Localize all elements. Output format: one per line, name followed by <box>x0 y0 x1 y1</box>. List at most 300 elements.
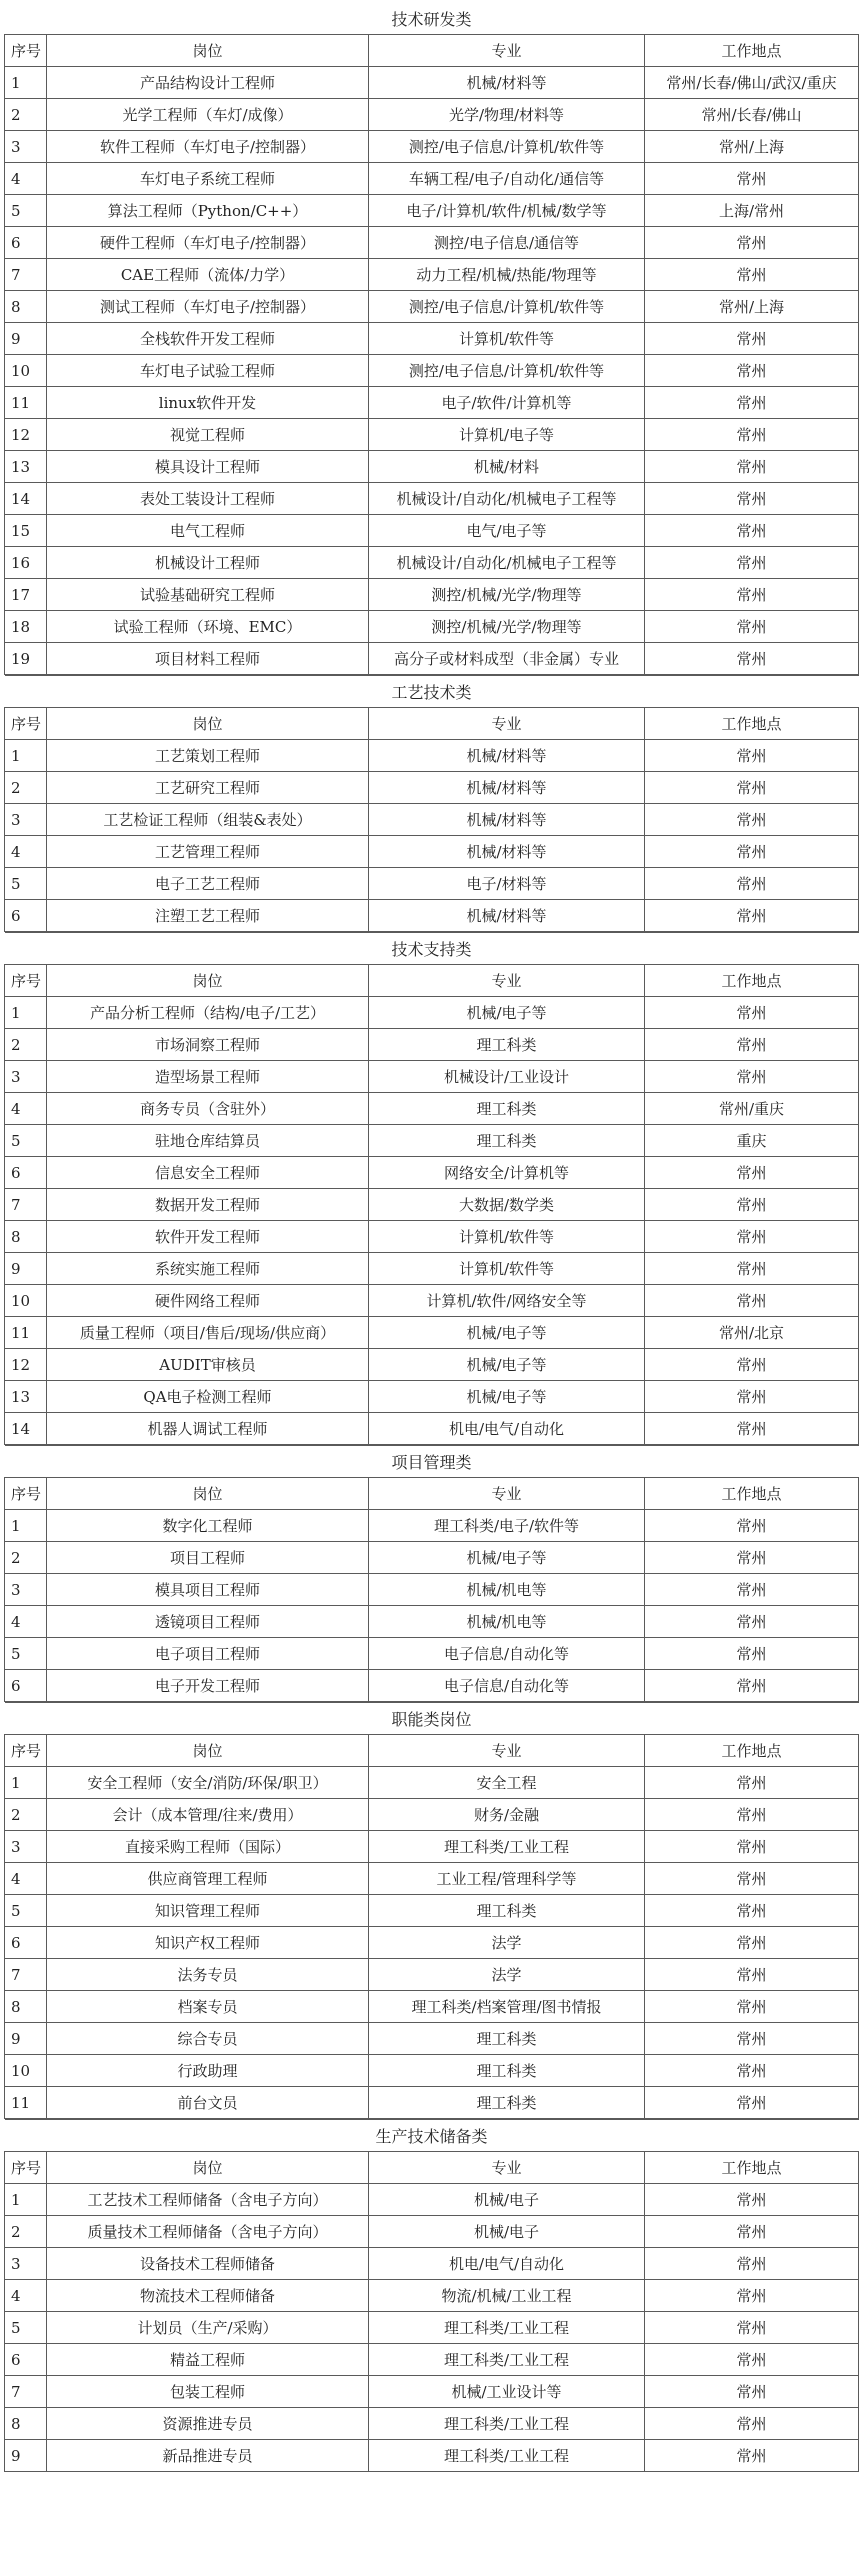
row-location: 常州 <box>645 1574 859 1606</box>
row-index: 8 <box>5 291 47 323</box>
row-index: 1 <box>5 2184 47 2216</box>
row-index: 6 <box>5 1157 47 1189</box>
row-position: 产品结构设计工程师 <box>47 67 369 99</box>
row-major: 理工科类/工业工程 <box>369 2312 645 2344</box>
row-location: 常州 <box>645 643 859 675</box>
row-major: 理工科类 <box>369 2023 645 2055</box>
table-row <box>5 355 859 387</box>
row-major: 理工科类/工业工程 <box>369 2408 645 2440</box>
table-row <box>5 131 859 163</box>
header-index: 序号 <box>5 1735 47 1767</box>
table-row <box>5 1349 859 1381</box>
row-major: 计算机/软件等 <box>369 323 645 355</box>
header-index: 序号 <box>5 708 47 740</box>
row-major: 机械/机电等 <box>369 1606 645 1638</box>
row-index: 15 <box>5 515 47 547</box>
table-row <box>5 291 859 323</box>
row-major: 理工科类/工业工程 <box>369 1831 645 1863</box>
row-location: 常州 <box>645 1959 859 1991</box>
row-position: 行政助理 <box>47 2055 369 2087</box>
row-major: 网络安全/计算机等 <box>369 1157 645 1189</box>
table-row <box>5 99 859 131</box>
row-position: 机械设计工程师 <box>47 547 369 579</box>
row-index: 3 <box>5 2248 47 2280</box>
row-position: 视觉工程师 <box>47 419 369 451</box>
row-index: 17 <box>5 579 47 611</box>
row-index: 9 <box>5 2023 47 2055</box>
header-index: 序号 <box>5 35 47 67</box>
row-major: 安全工程 <box>369 1767 645 1799</box>
row-position: 新品推进专员 <box>47 2440 369 2472</box>
table-row <box>5 1029 859 1061</box>
section-title-row <box>5 1446 859 1478</box>
row-index: 8 <box>5 1991 47 2023</box>
row-location: 常州 <box>645 2344 859 2376</box>
table-row <box>5 387 859 419</box>
table-row <box>5 1831 859 1863</box>
job-table-sheet <box>4 3 858 2472</box>
section-title: 技术研发类 <box>5 3 859 35</box>
row-index: 3 <box>5 804 47 836</box>
header-position: 岗位 <box>47 35 369 67</box>
table-row <box>5 2216 859 2248</box>
row-location: 常州 <box>645 2023 859 2055</box>
row-position: 资源推进专员 <box>47 2408 369 2440</box>
row-location: 常州 <box>645 2184 859 2216</box>
section-table <box>4 1445 859 1702</box>
row-position: 知识产权工程师 <box>47 1927 369 1959</box>
section-table <box>4 1702 859 2119</box>
row-major: 测控/电子信息/计算机/软件等 <box>369 291 645 323</box>
table-row <box>5 1542 859 1574</box>
table-row <box>5 2023 859 2055</box>
row-index: 2 <box>5 99 47 131</box>
row-major: 机械/电子 <box>369 2216 645 2248</box>
row-position: 全栈软件开发工程师 <box>47 323 369 355</box>
row-major: 机械设计/自动化/机械电子工程等 <box>369 483 645 515</box>
row-major: 机械/机电等 <box>369 1574 645 1606</box>
row-index: 5 <box>5 195 47 227</box>
row-location: 常州 <box>645 997 859 1029</box>
table-row <box>5 515 859 547</box>
row-position: 硬件工程师（车灯电子/控制器） <box>47 227 369 259</box>
table-row <box>5 1991 859 2023</box>
row-position: 透镜项目工程师 <box>47 1606 369 1638</box>
row-location: 常州 <box>645 772 859 804</box>
row-location: 常州 <box>645 611 859 643</box>
row-location: 常州 <box>645 1381 859 1413</box>
row-index: 10 <box>5 1285 47 1317</box>
row-index: 1 <box>5 997 47 1029</box>
row-location: 常州 <box>645 1895 859 1927</box>
row-index: 6 <box>5 900 47 932</box>
row-major: 理工科类/工业工程 <box>369 2344 645 2376</box>
section-title: 职能类岗位 <box>5 1703 859 1735</box>
row-major: 电子信息/自动化等 <box>369 1670 645 1702</box>
row-position: 驻地仓库结算员 <box>47 1125 369 1157</box>
row-major: 理工科类 <box>369 1125 645 1157</box>
row-position: 工艺技术工程师储备（含电子方向） <box>47 2184 369 2216</box>
section-title: 工艺技术类 <box>5 676 859 708</box>
row-major: 理工科类/档案管理/图书情报 <box>369 1991 645 2023</box>
section-table <box>4 2119 859 2472</box>
row-major: 电子/计算机/软件/机械/数学等 <box>369 195 645 227</box>
row-position: 安全工程师（安全/消防/环保/职卫） <box>47 1767 369 1799</box>
row-location: 常州 <box>645 868 859 900</box>
row-major: 车辆工程/电子/自动化/通信等 <box>369 163 645 195</box>
row-major: 电子/软件/计算机等 <box>369 387 645 419</box>
row-location: 常州 <box>645 227 859 259</box>
row-position: 项目工程师 <box>47 1542 369 1574</box>
row-location: 常州 <box>645 2376 859 2408</box>
row-index: 1 <box>5 740 47 772</box>
row-position: CAE工程师（流体/力学） <box>47 259 369 291</box>
row-index: 3 <box>5 1574 47 1606</box>
row-major: 机械/材料等 <box>369 772 645 804</box>
row-location: 常州 <box>645 451 859 483</box>
row-position: 表处工装设计工程师 <box>47 483 369 515</box>
row-position: 试验工程师（环境、EMC） <box>47 611 369 643</box>
row-position: 综合专员 <box>47 2023 369 2055</box>
header-position: 岗位 <box>47 965 369 997</box>
row-major: 机械/工业设计等 <box>369 2376 645 2408</box>
table-row <box>5 483 859 515</box>
header-row <box>5 708 859 740</box>
row-position: 信息安全工程师 <box>47 1157 369 1189</box>
row-index: 7 <box>5 2376 47 2408</box>
table-row <box>5 2376 859 2408</box>
header-index: 序号 <box>5 965 47 997</box>
row-location: 常州 <box>645 1670 859 1702</box>
row-position: 项目材料工程师 <box>47 643 369 675</box>
table-row <box>5 1413 859 1445</box>
row-position: 机器人调试工程师 <box>47 1413 369 1445</box>
row-position: 档案专员 <box>47 1991 369 2023</box>
row-index: 5 <box>5 1125 47 1157</box>
row-major: 理工科类/电子/软件等 <box>369 1510 645 1542</box>
header-row <box>5 1478 859 1510</box>
row-index: 14 <box>5 483 47 515</box>
table-row <box>5 1606 859 1638</box>
row-position: 商务专员（含驻外） <box>47 1093 369 1125</box>
row-position: 测试工程师（车灯电子/控制器） <box>47 291 369 323</box>
row-index: 14 <box>5 1413 47 1445</box>
row-location: 常州 <box>645 2087 859 2119</box>
row-index: 6 <box>5 1670 47 1702</box>
row-major: 机械设计/工业设计 <box>369 1061 645 1093</box>
row-position: 电子开发工程师 <box>47 1670 369 1702</box>
table-row <box>5 67 859 99</box>
table-row <box>5 1574 859 1606</box>
row-major: 机械/电子等 <box>369 997 645 1029</box>
table-row <box>5 1927 859 1959</box>
row-location: 常州 <box>645 2280 859 2312</box>
row-position: 会计（成本管理/往来/费用） <box>47 1799 369 1831</box>
table-row <box>5 2248 859 2280</box>
row-index: 6 <box>5 227 47 259</box>
row-major: 测控/机械/光学/物理等 <box>369 579 645 611</box>
row-major: 机械/电子等 <box>369 1542 645 1574</box>
table-row <box>5 1157 859 1189</box>
row-location: 常州 <box>645 547 859 579</box>
row-position: 车灯电子试验工程师 <box>47 355 369 387</box>
row-position: 模具设计工程师 <box>47 451 369 483</box>
table-row <box>5 1381 859 1413</box>
row-position: 造型场景工程师 <box>47 1061 369 1093</box>
row-position: QA电子检测工程师 <box>47 1381 369 1413</box>
row-index: 1 <box>5 1510 47 1542</box>
row-position: 系统实施工程师 <box>47 1253 369 1285</box>
row-position: 算法工程师（Python/C++） <box>47 195 369 227</box>
table-row <box>5 1061 859 1093</box>
row-major: 机械/电子等 <box>369 1317 645 1349</box>
row-major: 理工科类 <box>369 1029 645 1061</box>
header-location: 工作地点 <box>645 35 859 67</box>
row-major: 大数据/数学类 <box>369 1189 645 1221</box>
row-location: 常州 <box>645 515 859 547</box>
row-index: 5 <box>5 1895 47 1927</box>
row-location: 常州/长春/佛山/武汉/重庆 <box>645 67 859 99</box>
row-position: 物流技术工程师储备 <box>47 2280 369 2312</box>
row-location: 常州 <box>645 1831 859 1863</box>
table-row <box>5 1799 859 1831</box>
table-row <box>5 259 859 291</box>
row-index: 12 <box>5 1349 47 1381</box>
row-position: 电子工艺工程师 <box>47 868 369 900</box>
row-position: 设备技术工程师储备 <box>47 2248 369 2280</box>
row-position: 计划员（生产/采购） <box>47 2312 369 2344</box>
row-major: 机械/材料等 <box>369 900 645 932</box>
row-position: linux软件开发 <box>47 387 369 419</box>
row-location: 常州/重庆 <box>645 1093 859 1125</box>
row-position: 注塑工艺工程师 <box>47 900 369 932</box>
row-position: 试验基础研究工程师 <box>47 579 369 611</box>
row-major: 电子信息/自动化等 <box>369 1638 645 1670</box>
table-row <box>5 419 859 451</box>
table-row <box>5 579 859 611</box>
row-location: 常州 <box>645 2408 859 2440</box>
row-position: 车灯电子系统工程师 <box>47 163 369 195</box>
row-location: 常州 <box>645 2216 859 2248</box>
row-location: 常州 <box>645 1413 859 1445</box>
row-major: 光学/物理/材料等 <box>369 99 645 131</box>
row-location: 常州 <box>645 1767 859 1799</box>
row-location: 常州/上海 <box>645 131 859 163</box>
row-major: 机电/电气/自动化 <box>369 1413 645 1445</box>
table-row <box>5 1253 859 1285</box>
row-major: 机械设计/自动化/机械电子工程等 <box>369 547 645 579</box>
table-row <box>5 1510 859 1542</box>
row-major: 理工科类 <box>369 1093 645 1125</box>
row-position: 直接采购工程师（国际） <box>47 1831 369 1863</box>
section-table <box>4 3 859 675</box>
row-index: 3 <box>5 1831 47 1863</box>
row-location: 常州 <box>645 1029 859 1061</box>
row-index: 4 <box>5 163 47 195</box>
header-position: 岗位 <box>47 708 369 740</box>
row-major: 机械/材料等 <box>369 804 645 836</box>
row-index: 5 <box>5 868 47 900</box>
row-location: 常州 <box>645 1927 859 1959</box>
row-location: 常州 <box>645 579 859 611</box>
table-row <box>5 2280 859 2312</box>
row-major: 测控/电子信息/计算机/软件等 <box>369 355 645 387</box>
row-location: 常州 <box>645 1253 859 1285</box>
row-index: 10 <box>5 355 47 387</box>
row-location: 常州 <box>645 419 859 451</box>
header-major: 专业 <box>369 1735 645 1767</box>
header-position: 岗位 <box>47 2152 369 2184</box>
row-location: 常州 <box>645 1510 859 1542</box>
table-row <box>5 868 859 900</box>
row-location: 常州 <box>645 1221 859 1253</box>
row-major: 理工科类 <box>369 2087 645 2119</box>
row-location: 常州 <box>645 1061 859 1093</box>
row-location: 常州 <box>645 483 859 515</box>
row-index: 6 <box>5 1927 47 1959</box>
header-index: 序号 <box>5 1478 47 1510</box>
row-position: 供应商管理工程师 <box>47 1863 369 1895</box>
row-location: 常州 <box>645 804 859 836</box>
row-index: 8 <box>5 1221 47 1253</box>
row-index: 11 <box>5 387 47 419</box>
row-index: 6 <box>5 2344 47 2376</box>
table-row <box>5 1189 859 1221</box>
row-index: 2 <box>5 772 47 804</box>
row-location: 常州 <box>645 2055 859 2087</box>
row-location: 常州 <box>645 1349 859 1381</box>
row-location: 常州 <box>645 1638 859 1670</box>
row-major: 法学 <box>369 1959 645 1991</box>
header-location: 工作地点 <box>645 1735 859 1767</box>
row-position: 知识管理工程师 <box>47 1895 369 1927</box>
row-position: 工艺策划工程师 <box>47 740 369 772</box>
section-title: 技术支持类 <box>5 933 859 965</box>
row-major: 物流/机械/工业工程 <box>369 2280 645 2312</box>
section-title: 项目管理类 <box>5 1446 859 1478</box>
row-major: 理工科类 <box>369 1895 645 1927</box>
row-index: 9 <box>5 2440 47 2472</box>
row-position: 前台文员 <box>47 2087 369 2119</box>
row-major: 理工科类 <box>369 2055 645 2087</box>
table-row <box>5 195 859 227</box>
row-index: 7 <box>5 1189 47 1221</box>
row-major: 高分子或材料成型（非金属）专业 <box>369 643 645 675</box>
table-row <box>5 900 859 932</box>
row-index: 2 <box>5 1799 47 1831</box>
row-index: 1 <box>5 1767 47 1799</box>
row-major: 电气/电子等 <box>369 515 645 547</box>
table-row <box>5 1767 859 1799</box>
row-major: 计算机/软件等 <box>369 1253 645 1285</box>
header-row <box>5 1735 859 1767</box>
row-location: 常州 <box>645 1606 859 1638</box>
table-row <box>5 997 859 1029</box>
row-major: 测控/电子信息/计算机/软件等 <box>369 131 645 163</box>
row-location: 常州 <box>645 836 859 868</box>
row-index: 12 <box>5 419 47 451</box>
table-row <box>5 1093 859 1125</box>
row-location: 常州 <box>645 387 859 419</box>
row-position: 电气工程师 <box>47 515 369 547</box>
header-location: 工作地点 <box>645 1478 859 1510</box>
row-location: 常州/北京 <box>645 1317 859 1349</box>
header-row <box>5 2152 859 2184</box>
row-location: 重庆 <box>645 1125 859 1157</box>
header-row <box>5 35 859 67</box>
table-row <box>5 643 859 675</box>
row-location: 常州 <box>645 2248 859 2280</box>
row-position: 工艺研究工程师 <box>47 772 369 804</box>
row-location: 常州 <box>645 900 859 932</box>
row-index: 3 <box>5 1061 47 1093</box>
table-row <box>5 323 859 355</box>
row-index: 9 <box>5 1253 47 1285</box>
row-location: 常州 <box>645 1189 859 1221</box>
row-index: 19 <box>5 643 47 675</box>
table-row <box>5 611 859 643</box>
row-major: 机械/电子等 <box>369 1349 645 1381</box>
row-position: 质量工程师（项目/售后/现场/供应商） <box>47 1317 369 1349</box>
row-index: 13 <box>5 1381 47 1413</box>
header-major: 专业 <box>369 708 645 740</box>
row-major: 法学 <box>369 1927 645 1959</box>
header-major: 专业 <box>369 2152 645 2184</box>
section-title-row <box>5 1703 859 1735</box>
row-major: 财务/金融 <box>369 1799 645 1831</box>
row-location: 常州 <box>645 1799 859 1831</box>
header-major: 专业 <box>369 1478 645 1510</box>
row-position: 光学工程师（车灯/成像） <box>47 99 369 131</box>
header-major: 专业 <box>369 965 645 997</box>
row-major: 机械/材料等 <box>369 740 645 772</box>
row-position: 电子项目工程师 <box>47 1638 369 1670</box>
row-major: 测控/电子信息/通信等 <box>369 227 645 259</box>
section-title-row <box>5 676 859 708</box>
row-position: 模具项目工程师 <box>47 1574 369 1606</box>
table-row <box>5 2408 859 2440</box>
row-major: 计算机/电子等 <box>369 419 645 451</box>
table-row <box>5 1959 859 1991</box>
row-index: 4 <box>5 836 47 868</box>
row-location: 常州 <box>645 323 859 355</box>
row-major: 电子/材料等 <box>369 868 645 900</box>
section-table <box>4 675 859 932</box>
row-location: 常州/长春/佛山 <box>645 99 859 131</box>
row-location: 常州/上海 <box>645 291 859 323</box>
row-location: 常州 <box>645 2312 859 2344</box>
row-major: 计算机/软件等 <box>369 1221 645 1253</box>
row-index: 4 <box>5 1093 47 1125</box>
row-position: 市场洞察工程师 <box>47 1029 369 1061</box>
section-title: 生产技术储备类 <box>5 2120 859 2152</box>
row-major: 工业工程/管理科学等 <box>369 1863 645 1895</box>
table-row <box>5 2344 859 2376</box>
row-index: 7 <box>5 259 47 291</box>
row-index: 4 <box>5 1863 47 1895</box>
row-location: 常州 <box>645 740 859 772</box>
row-major: 机械/材料等 <box>369 836 645 868</box>
row-major: 测控/机械/光学/物理等 <box>369 611 645 643</box>
row-index: 2 <box>5 1542 47 1574</box>
row-major: 理工科类/工业工程 <box>369 2440 645 2472</box>
row-location: 常州 <box>645 2440 859 2472</box>
table-row <box>5 1895 859 1927</box>
table-row <box>5 2055 859 2087</box>
table-row <box>5 772 859 804</box>
header-major: 专业 <box>369 35 645 67</box>
table-row <box>5 1125 859 1157</box>
